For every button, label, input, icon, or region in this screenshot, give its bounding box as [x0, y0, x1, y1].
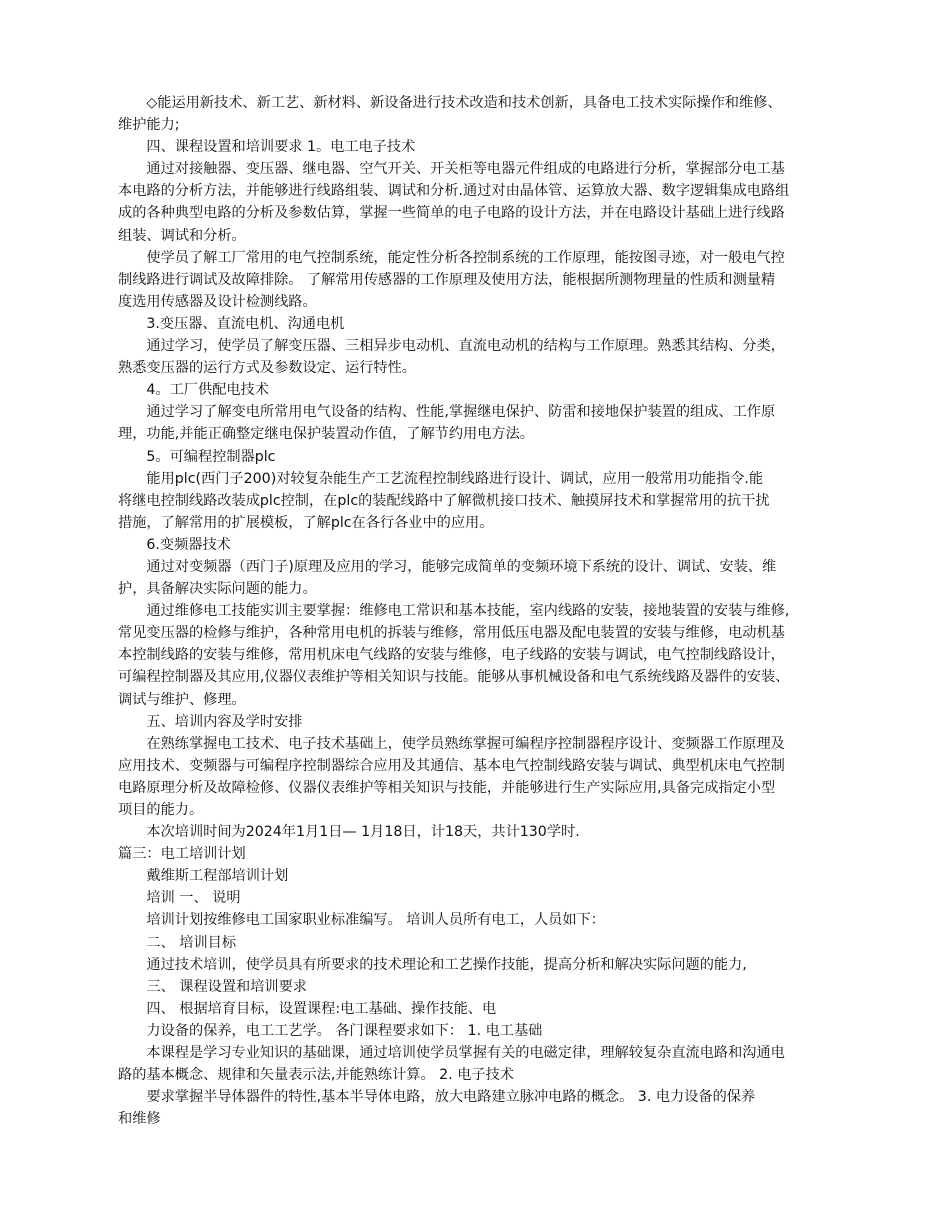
text-line: 要求掌握半导体器件的特性,基本半导体电路，放大电路建立脉冲电路的概念。 3. 电力设备的保养 [146, 1089, 756, 1106]
text-line: 本电路的分析方法，并能够进行线路组装、调试和分析.通过对由晶体管、运算放大器、数字逻辑集成电路组 [118, 183, 790, 200]
text-line: 五、培训内容及学时安排 [146, 713, 303, 730]
text-line: 本次培训时间为2024年1月1日— 1月18日，计18天，共计130学时. [146, 824, 580, 841]
text-line: 四、 根据培育目标，设置课程:电工基础、操作技能、电 [146, 1000, 497, 1017]
text-line: 培训计划按维修电工国家职业标准编写。 培训人员所有电工，人员如下： [146, 912, 605, 929]
text-line: 调试与维护、修理。 [118, 691, 246, 708]
text-line: 和维修 [118, 1111, 161, 1128]
text-line: 力设备的保养，电工工艺学。 各门课程要求如下： 1. 电工基础 [146, 1022, 543, 1039]
text-line: 项目的能力。 [118, 802, 204, 818]
text-line: 使学员了解工厂常用的电气控制系统，能定性分析各控制系统的工作原理，能按图寻迹，对一般电气控 [146, 249, 785, 266]
text-line: 维护能力; [118, 117, 180, 134]
text-line: 培训 一、 说明 [146, 890, 241, 907]
text-line: 措施，了解常用的扩展模板，了解plc在各行各业中的应用。 [118, 514, 494, 531]
text-line: 四、课程设置和培训要求 1。电工电子技术 [146, 139, 416, 156]
text-line: 应用技术、变频器与可编程序控制器综合应用及其通信、基本电气控制线路安装与调试、典型机床电气控制 [118, 757, 785, 774]
text-line: 三、 课程设置和培训要求 [146, 978, 307, 995]
text-line: 通过学习了解变电所常用电气设备的结构、性能,掌握继电保护、防雷和接地保护装置的组成、工作原 [146, 404, 776, 421]
text-line: 可编程控制器及其应用,仪器仪表维护等相关知识与技能。能够从事机械设备和电气系统线路及器件的安装、 [118, 669, 790, 686]
text-line: 度选用传感器及设计检测线路。 [118, 293, 317, 310]
text-line: 篇三：电工培训计划 [118, 846, 246, 863]
text-line: 戴维斯工程部培训计划 [146, 868, 289, 885]
text-line: 成的各种典型电路的分析及参数估算，掌握一些简单的电子电路的设计方法，并在电路设计基础上进行线路 [118, 205, 785, 222]
text-line: 5。可编程控制器plc [146, 448, 276, 465]
text-line: 二、 培训目标 [146, 934, 237, 951]
text-line: 通过维修电工技能实训主要掌握：维修电工常识和基本技能，室内线路的安装，接地装置的安装与维修, [146, 603, 790, 620]
text-line: 路的基本概念、规律和矢量表示法,并能熟练计算。 2. 电子技术 [118, 1067, 514, 1084]
text-line: 制线路进行调试及故障排除。 了解常用传感器的工作原理及使用方法，能根据所测物理量的性质和测量精 [118, 271, 776, 288]
text-line: 通过对变频器（西门子)原理及应用的学习，能够完成简单的变频环境下系统的设计、调试、安装、维 [146, 558, 777, 575]
text-line: 本课程是学习专业知识的基础课，通过培训使学员掌握有关的电磁定律，理解较复杂直流电路和沟通电 [146, 1045, 785, 1062]
text-line: 电路原理分析及故障检修、仪器仪表维护等相关知识与技能，并能够进行生产实际应用,具备完成指定小型 [118, 779, 776, 796]
text-line: 在熟练掌握电工技术、电子技术基础上，使学员熟练掌握可编程序控制器程序设计、变频器工作原理及 [146, 735, 785, 752]
text-line: 能用plc(西门子200)对较复杂能生产工艺流程控制线路进行设计、调试，应用一般常用功能指令.能 [146, 470, 764, 487]
text-line: 将继电控制线路改装成plc控制，在plc的装配线路中了解微机接口技术、触摸屏技术和掌握常用的抗干扰 [118, 492, 770, 509]
text-line: 组装、调试和分析。 [118, 227, 246, 244]
text-line: 本控制线路的安装与维修，常用机床电气线路的安装与维修，电子线路的安装与调试，电气控制线路设计， [118, 647, 785, 664]
text-line: 3.变压器、直流电机、沟通电机 [146, 315, 345, 332]
text-line: 常见变压器的检修与维护，各种常用电机的拆装与维修，常用低压电器及配电装置的安装与维修，电动机基 [118, 625, 785, 642]
text-line: 熟悉变压器的运行方式及参数设定、运行特性。 [118, 360, 416, 377]
text-line: 护，具备解决实际问题的能力。 [118, 581, 317, 598]
text-line: 6.变频器技术 [146, 536, 231, 553]
text-line: 4。工厂供配电技术 [146, 382, 269, 399]
text-line: 理，功能,并能正确整定继电保护装置动作值，了解节约用电方法。 [118, 426, 534, 443]
text-line: 通过学习，使学员了解变压器、三相异步电动机、直流电动机的结构与工作原理。熟悉其结构、分类， [146, 338, 785, 355]
text-line: 通过对接触器、变压器、继电器、空气开关、开关柜等电器元件组成的电路进行分析，掌握部分电工基 [146, 161, 785, 178]
text-line: 通过技术培训，使学员具有所要求的技术理论和工艺操作技能，提高分析和解决实际问题的能力, [146, 956, 747, 973]
text-line: ◇能运用新技术、新工艺、新材料、新设备进行技术改造和技术创新，具备电工技术实际操作和维修、 [146, 95, 782, 111]
